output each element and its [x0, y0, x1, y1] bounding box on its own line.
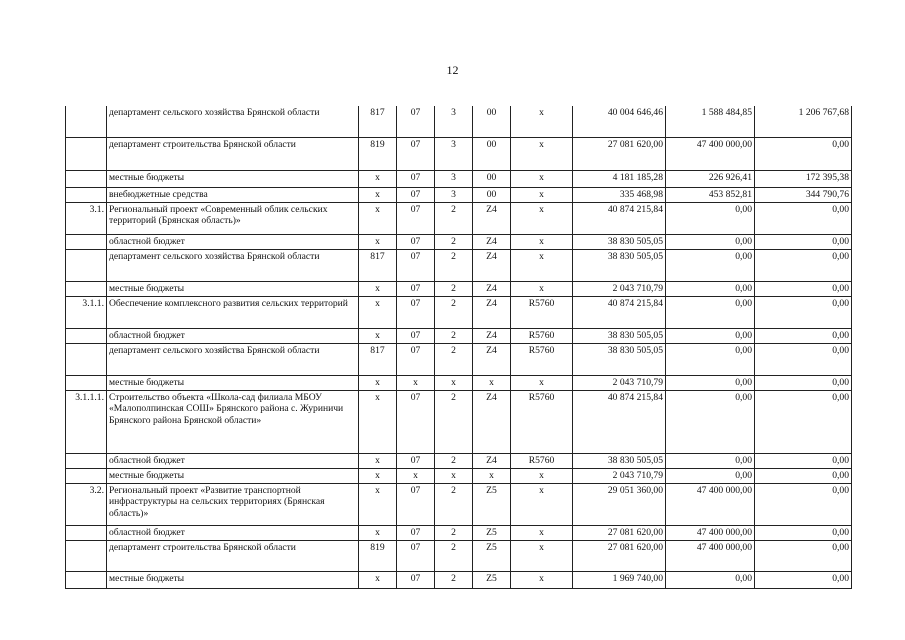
code-grbs: х	[359, 170, 397, 187]
amount-year-3: 0,00	[755, 571, 852, 588]
code-section: 07	[397, 281, 435, 296]
table-row	[66, 296, 852, 328]
code-program: 2	[435, 390, 473, 453]
code-grbs: х	[359, 390, 397, 453]
code-program: х	[435, 375, 473, 390]
row-number	[66, 468, 107, 483]
code-section: 07	[397, 525, 435, 540]
row-name: Обеспечение комплексного развития сельских территорий	[107, 296, 359, 328]
amount-year-1: 38 830 505,05	[573, 343, 666, 375]
code-grbs: х	[359, 468, 397, 483]
table-row	[66, 390, 852, 453]
amount-year-3: 172 395,38	[755, 170, 852, 187]
amount-year-3: 1 206 767,68	[755, 106, 852, 137]
code-item: Z4	[473, 202, 511, 234]
row-number	[66, 328, 107, 343]
code-grbs: х	[359, 571, 397, 588]
amount-year-3: 0,00	[755, 296, 852, 328]
code-section: 07	[397, 249, 435, 281]
row-name: департамент сельского хозяйства Брянской области	[107, 343, 359, 375]
code-grbs: х	[359, 483, 397, 525]
code-item: Z5	[473, 540, 511, 571]
code-program: 2	[435, 540, 473, 571]
row-number: 3.1.1.	[66, 296, 107, 328]
amount-year-2: 47 400 000,00	[666, 137, 755, 170]
row-name: департамент строительства Брянской области	[107, 540, 359, 571]
code-item: Z4	[473, 249, 511, 281]
row-name: областной бюджет	[107, 525, 359, 540]
amount-year-2: 47 400 000,00	[666, 483, 755, 525]
code-grbs: х	[359, 296, 397, 328]
code-item: Z4	[473, 296, 511, 328]
table-row	[66, 571, 852, 588]
code-expense-type: х	[511, 525, 573, 540]
row-name: местные бюджеты	[107, 571, 359, 588]
amount-year-1: 4 181 185,28	[573, 170, 666, 187]
amount-year-3: 0,00	[755, 137, 852, 170]
code-program: 2	[435, 281, 473, 296]
row-name: департамент сельского хозяйства Брянской области	[107, 249, 359, 281]
amount-year-2: 0,00	[666, 343, 755, 375]
code-item: Z4	[473, 328, 511, 343]
row-number	[66, 187, 107, 202]
code-item: Z5	[473, 525, 511, 540]
code-program: 2	[435, 202, 473, 234]
amount-year-1: 38 830 505,05	[573, 234, 666, 249]
code-grbs: х	[359, 453, 397, 468]
code-section: 07	[397, 453, 435, 468]
row-name: областной бюджет	[107, 453, 359, 468]
code-grbs: 819	[359, 137, 397, 170]
code-expense-type: R5760	[511, 296, 573, 328]
code-program: 2	[435, 571, 473, 588]
code-section: 07	[397, 540, 435, 571]
code-item: Z4	[473, 390, 511, 453]
code-item: Z4	[473, 343, 511, 375]
code-item: х	[473, 375, 511, 390]
code-expense-type: х	[511, 234, 573, 249]
code-program: 2	[435, 296, 473, 328]
row-name: Региональный проект «Развитие транспортной инфраструктуры на сельских территориях (Брянская область)»	[107, 483, 359, 525]
amount-year-2: 1 588 484,85	[666, 106, 755, 137]
row-name: Строительство объекта «Школа-сад филиала МБОУ «Малополпинская СОШ» Брянского района с. Журиничи Брянского района Брянской области»	[107, 390, 359, 453]
row-name: областной бюджет	[107, 234, 359, 249]
amount-year-3: 0,00	[755, 328, 852, 343]
amount-year-1: 40 874 215,84	[573, 390, 666, 453]
code-section: 07	[397, 137, 435, 170]
table-row	[66, 375, 852, 390]
amount-year-2: 0,00	[666, 296, 755, 328]
code-section: 07	[397, 571, 435, 588]
code-grbs: х	[359, 187, 397, 202]
row-name: департамент сельского хозяйства Брянской области	[107, 106, 359, 137]
amount-year-3: 0,00	[755, 468, 852, 483]
amount-year-3: 0,00	[755, 453, 852, 468]
row-name: областной бюджет	[107, 328, 359, 343]
table-row	[66, 187, 852, 202]
table-row	[66, 468, 852, 483]
code-item: х	[473, 468, 511, 483]
code-program: 2	[435, 483, 473, 525]
code-program: 3	[435, 106, 473, 137]
amount-year-2: 453 852,81	[666, 187, 755, 202]
table-row	[66, 249, 852, 281]
amount-year-3: 0,00	[755, 483, 852, 525]
amount-year-1: 29 051 360,00	[573, 483, 666, 525]
amount-year-3: 0,00	[755, 234, 852, 249]
row-name: местные бюджеты	[107, 281, 359, 296]
code-section: 07	[397, 106, 435, 137]
code-section: 07	[397, 296, 435, 328]
code-expense-type: х	[511, 249, 573, 281]
row-number	[66, 525, 107, 540]
table-row	[66, 234, 852, 249]
code-grbs: 817	[359, 249, 397, 281]
amount-year-1: 40 874 215,84	[573, 296, 666, 328]
row-number	[66, 540, 107, 571]
amount-year-2: 0,00	[666, 375, 755, 390]
code-expense-type: R5760	[511, 343, 573, 375]
code-item: Z5	[473, 483, 511, 525]
amount-year-2: 0,00	[666, 571, 755, 588]
row-number	[66, 343, 107, 375]
amount-year-1: 40 004 646,46	[573, 106, 666, 137]
code-expense-type: R5760	[511, 390, 573, 453]
code-program: 3	[435, 187, 473, 202]
code-expense-type: х	[511, 540, 573, 571]
amount-year-1: 2 043 710,79	[573, 375, 666, 390]
code-expense-type: х	[511, 106, 573, 137]
code-grbs: 817	[359, 106, 397, 137]
code-section: 07	[397, 170, 435, 187]
code-expense-type: х	[511, 375, 573, 390]
amount-year-1: 38 830 505,05	[573, 249, 666, 281]
amount-year-2: 0,00	[666, 328, 755, 343]
row-name: местные бюджеты	[107, 468, 359, 483]
code-section: х	[397, 375, 435, 390]
code-section: 07	[397, 390, 435, 453]
table-row	[66, 483, 852, 525]
code-program: 2	[435, 343, 473, 375]
code-section: 07	[397, 202, 435, 234]
amount-year-2: 0,00	[666, 390, 755, 453]
code-program: 3	[435, 137, 473, 170]
amount-year-1: 1 969 740,00	[573, 571, 666, 588]
code-item: 00	[473, 187, 511, 202]
code-program: 2	[435, 453, 473, 468]
table-row	[66, 453, 852, 468]
row-number	[66, 571, 107, 588]
code-grbs: х	[359, 281, 397, 296]
table-row	[66, 343, 852, 375]
amount-year-2: 0,00	[666, 202, 755, 234]
table-row	[66, 540, 852, 571]
amount-year-2: 0,00	[666, 249, 755, 281]
row-number	[66, 281, 107, 296]
row-number	[66, 249, 107, 281]
code-item: Z5	[473, 571, 511, 588]
code-section: 07	[397, 234, 435, 249]
amount-year-2: 0,00	[666, 234, 755, 249]
row-number	[66, 375, 107, 390]
code-expense-type: х	[511, 468, 573, 483]
amount-year-3: 0,00	[755, 525, 852, 540]
amount-year-2: 0,00	[666, 281, 755, 296]
budget-table	[65, 106, 852, 589]
code-item: Z4	[473, 453, 511, 468]
row-name: Региональный проект «Современный облик сельских территорий (Брянская область)»	[107, 202, 359, 234]
amount-year-2: 0,00	[666, 453, 755, 468]
table-row	[66, 170, 852, 187]
row-number	[66, 106, 107, 137]
row-name: местные бюджеты	[107, 375, 359, 390]
code-program: 2	[435, 328, 473, 343]
row-number: 3.1.	[66, 202, 107, 234]
code-expense-type: х	[511, 137, 573, 170]
code-expense-type: х	[511, 170, 573, 187]
row-name: внебюджетные средства	[107, 187, 359, 202]
amount-year-1: 2 043 710,79	[573, 281, 666, 296]
amount-year-1: 40 874 215,84	[573, 202, 666, 234]
code-program: 2	[435, 249, 473, 281]
code-item: Z4	[473, 281, 511, 296]
code-program: х	[435, 468, 473, 483]
row-number	[66, 453, 107, 468]
code-section: 07	[397, 483, 435, 525]
code-item: Z4	[473, 234, 511, 249]
amount-year-3: 0,00	[755, 202, 852, 234]
code-grbs: 819	[359, 540, 397, 571]
code-grbs: х	[359, 234, 397, 249]
amount-year-3: 0,00	[755, 540, 852, 571]
code-item: 00	[473, 170, 511, 187]
code-expense-type: х	[511, 187, 573, 202]
table-body	[66, 106, 852, 588]
amount-year-3: 0,00	[755, 249, 852, 281]
table-row	[66, 328, 852, 343]
code-grbs: х	[359, 375, 397, 390]
amount-year-1: 2 043 710,79	[573, 468, 666, 483]
code-grbs: 817	[359, 343, 397, 375]
code-grbs: х	[359, 525, 397, 540]
table-row	[66, 137, 852, 170]
row-number	[66, 170, 107, 187]
page-number: 12	[446, 63, 459, 77]
table-row	[66, 281, 852, 296]
row-name: департамент строительства Брянской области	[107, 137, 359, 170]
row-number	[66, 137, 107, 170]
code-program: 2	[435, 234, 473, 249]
amount-year-3: 0,00	[755, 281, 852, 296]
amount-year-1: 27 081 620,00	[573, 525, 666, 540]
amount-year-3: 0,00	[755, 390, 852, 453]
code-grbs: х	[359, 202, 397, 234]
code-item: 00	[473, 106, 511, 137]
code-program: 2	[435, 525, 473, 540]
table-row	[66, 202, 852, 234]
amount-year-2: 0,00	[666, 468, 755, 483]
code-section: 07	[397, 343, 435, 375]
code-program: 3	[435, 170, 473, 187]
row-number: 3.1.1.1.	[66, 390, 107, 453]
table-row	[66, 106, 852, 137]
code-expense-type: х	[511, 483, 573, 525]
amount-year-1: 27 081 620,00	[573, 540, 666, 571]
row-number	[66, 234, 107, 249]
code-expense-type: х	[511, 202, 573, 234]
table-row	[66, 525, 852, 540]
amount-year-1: 27 081 620,00	[573, 137, 666, 170]
code-expense-type: R5760	[511, 453, 573, 468]
amount-year-1: 335 468,98	[573, 187, 666, 202]
amount-year-2: 47 400 000,00	[666, 540, 755, 571]
code-expense-type: х	[511, 571, 573, 588]
row-number: 3.2.	[66, 483, 107, 525]
amount-year-1: 38 830 505,05	[573, 328, 666, 343]
code-grbs: х	[359, 328, 397, 343]
row-name: местные бюджеты	[107, 170, 359, 187]
amount-year-3: 0,00	[755, 375, 852, 390]
code-expense-type: х	[511, 281, 573, 296]
amount-year-2: 226 926,41	[666, 170, 755, 187]
code-section: 07	[397, 187, 435, 202]
code-section: х	[397, 468, 435, 483]
code-expense-type: R5760	[511, 328, 573, 343]
amount-year-3: 344 790,76	[755, 187, 852, 202]
code-item: 00	[473, 137, 511, 170]
amount-year-2: 47 400 000,00	[666, 525, 755, 540]
code-section: 07	[397, 328, 435, 343]
amount-year-1: 38 830 505,05	[573, 453, 666, 468]
amount-year-3: 0,00	[755, 343, 852, 375]
